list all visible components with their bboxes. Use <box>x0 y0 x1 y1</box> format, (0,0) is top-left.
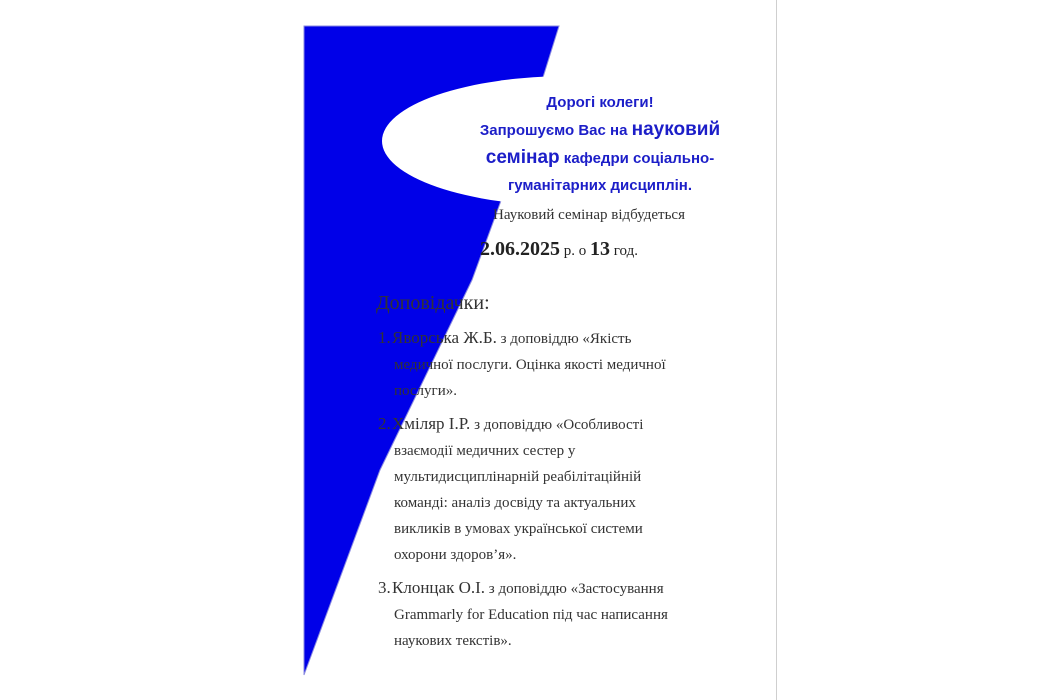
invitation-heading <box>440 89 760 199</box>
speaker-item-2: 2. Хміляр І.Р. з доповіддю «Особливості взаємодії медичних сестер у мультидисциплінарній реабілітаційній команді: аналіз досвіду та актуальних викликів в умовах української системи охорони здоров’я». <box>378 414 644 563</box>
invitation-line-2: Запрошуємо Вас на науковий <box>479 119 721 140</box>
seminar-date: 2.06.2025 <box>480 238 560 260</box>
speaker-item-3: 3. Клонцак О.І. з доповіддю «Застосування Grammarly for Education під час написання наукових текстів». <box>378 578 668 649</box>
greeting: Дорогі колеги! <box>546 94 654 111</box>
speaker-item-1: 1. Яворська Ж.Б. з доповіддю «Якість медичної послуги. Оцінка якості медичної послуги». <box>378 328 666 399</box>
seminar-date-time: 2.06.2025 р. о 13 год. <box>480 238 638 260</box>
seminar-hour: 13 <box>590 238 610 260</box>
seminar-intro: Науковий семінар відбудеться <box>493 207 685 223</box>
invitation-line-4: гуманітарних дисциплін. <box>507 177 692 194</box>
invitation-line-3: семінар кафедри соціально- <box>485 147 715 168</box>
speakers-heading: Доповідачки: <box>376 292 490 314</box>
